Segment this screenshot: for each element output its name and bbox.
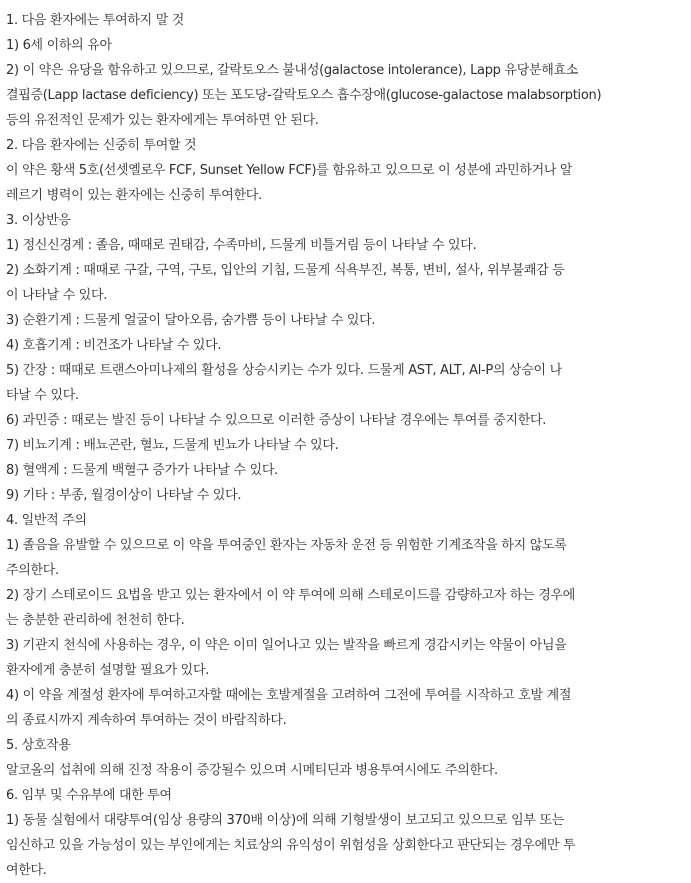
paragraph-line: 알코올의 섭취에 의해 진정 작용이 증강될수 있으며 시메티딘과 병용투여시에도 주의한다. [6,763,498,778]
paragraph-line: 는 충분한 관리하에 천천히 한다. [6,613,185,628]
paragraph-line: 1) 정신신경계 : 졸음, 때때로 권태감, 수족마비, 드물게 비틀거림 등이 나타날 수 있다. [6,238,477,253]
section-heading: 6. 임부 및 수유부에 대한 투여 [6,788,172,803]
paragraph-line: 2) 이 약은 유당을 함유하고 있으므로, 갈락토오스 불내성(galactose intolerance), Lapp 유당분해효소 [6,63,578,78]
paragraph-line: 3) 기관지 천식에 사용하는 경우, 이 약은 이미 일어나고 있는 발작을 빠르게 경감시키는 약물이 아님을 [6,638,567,653]
paragraph-line: 6) 과민증 : 때로는 발진 등이 나타날 수 있으므로 이러한 증상이 나타날 경우에는 투여를 중지한다. [6,413,547,428]
section-heading: 4. 일반적 주의 [6,513,87,528]
paragraph-line: 2) 소화기계 : 때때로 구갈, 구역, 구토, 입안의 기침, 드물게 식욕부진, 복통, 변비, 설사, 위부불쾌감 등 [6,263,565,278]
paragraph-line: 임신하고 있을 가능성이 있는 부인에게는 치료상의 유익성이 위험성을 상회한다고 판단되는 경우에만 투 [6,838,576,853]
paragraph-line: 2) 장기 스테로이드 요법을 받고 있는 환자에서 이 약 투여에 의해 스테로이드를 감량하고자 하는 경우에 [6,588,575,603]
paragraph-line: 의 종료시까지 계속하여 투여하는 것이 바람직하다. [6,713,287,728]
paragraph-line: 1) 동물 실험에서 대량투여(임상 용량의 370배 이상)에 의해 기형발생이 보고되고 있으므로 임부 또는 [6,813,564,828]
paragraph-line: 결핍증(Lapp lactase deficiency) 또는 포도당-갈락토오스 흡수장애(glucose-galactose malabsorption) [6,88,602,103]
paragraph-line: 여한다. [6,863,47,878]
section-heading: 3. 이상반응 [6,213,71,228]
paragraph-line: 타날 수 있다. [6,388,79,403]
paragraph-line: 4) 호흡기계 : 비건조가 나타날 수 있다. [6,338,222,353]
paragraph-line: 8) 혈액계 : 드물게 백혈구 증가가 나타날 수 있다. [6,463,278,478]
paragraph-line: 1) 졸음을 유발할 수 있으므로 이 약을 투여중인 환자는 자동차 운전 등 위험한 기계조작을 하지 않도록 [6,538,567,553]
paragraph-line: 5) 간장 : 때때로 트랜스아미나제의 활성을 상승시키는 수가 있다. 드물게 AST, ALT, Al-P의 상승이 나 [6,363,562,378]
section-heading: 1. 다음 환자에는 투여하지 말 것 [6,13,185,28]
paragraph-line: 3) 순환기계 : 드물게 얼굴이 달아오름, 숨가쁨 등이 나타날 수 있다. [6,313,376,328]
paragraph-line: 7) 비뇨기계 : 배뇨곤란, 혈뇨, 드물게 빈뇨가 나타날 수 있다. [6,438,339,453]
section-heading: 5. 상호작용 [6,738,71,753]
paragraph-line: 환자에게 충분히 설명할 필요가 있다. [6,663,210,678]
paragraph-line: 이 나타날 수 있다. [6,288,108,303]
paragraph-line: 주의한다. [6,563,59,578]
paragraph-line: 1) 6세 이하의 유아 [6,38,112,53]
section-heading: 2. 다음 환자에는 신중히 투여할 것 [6,138,197,153]
paragraph-line: 등의 유전적인 문제가 있는 환자에게는 투여하면 안 된다. [6,113,319,128]
paragraph-line: 9) 기타 : 부종, 월경이상이 나타날 수 있다. [6,488,242,503]
paragraph-line: 레르기 병력이 있는 환자에는 신중히 투여한다. [6,188,262,203]
paragraph-line: 4) 이 약을 계절성 환자에 투여하고자할 때에는 호발계절을 고려하여 그전에 투여를 시작하고 호발 계절 [6,688,572,703]
paragraph-line: 이 약은 황색 5호(선셋옐로우 FCF, Sunset Yellow FCF)를 함유하고 있으므로 이 성분에 과민하거나 알 [6,163,573,178]
